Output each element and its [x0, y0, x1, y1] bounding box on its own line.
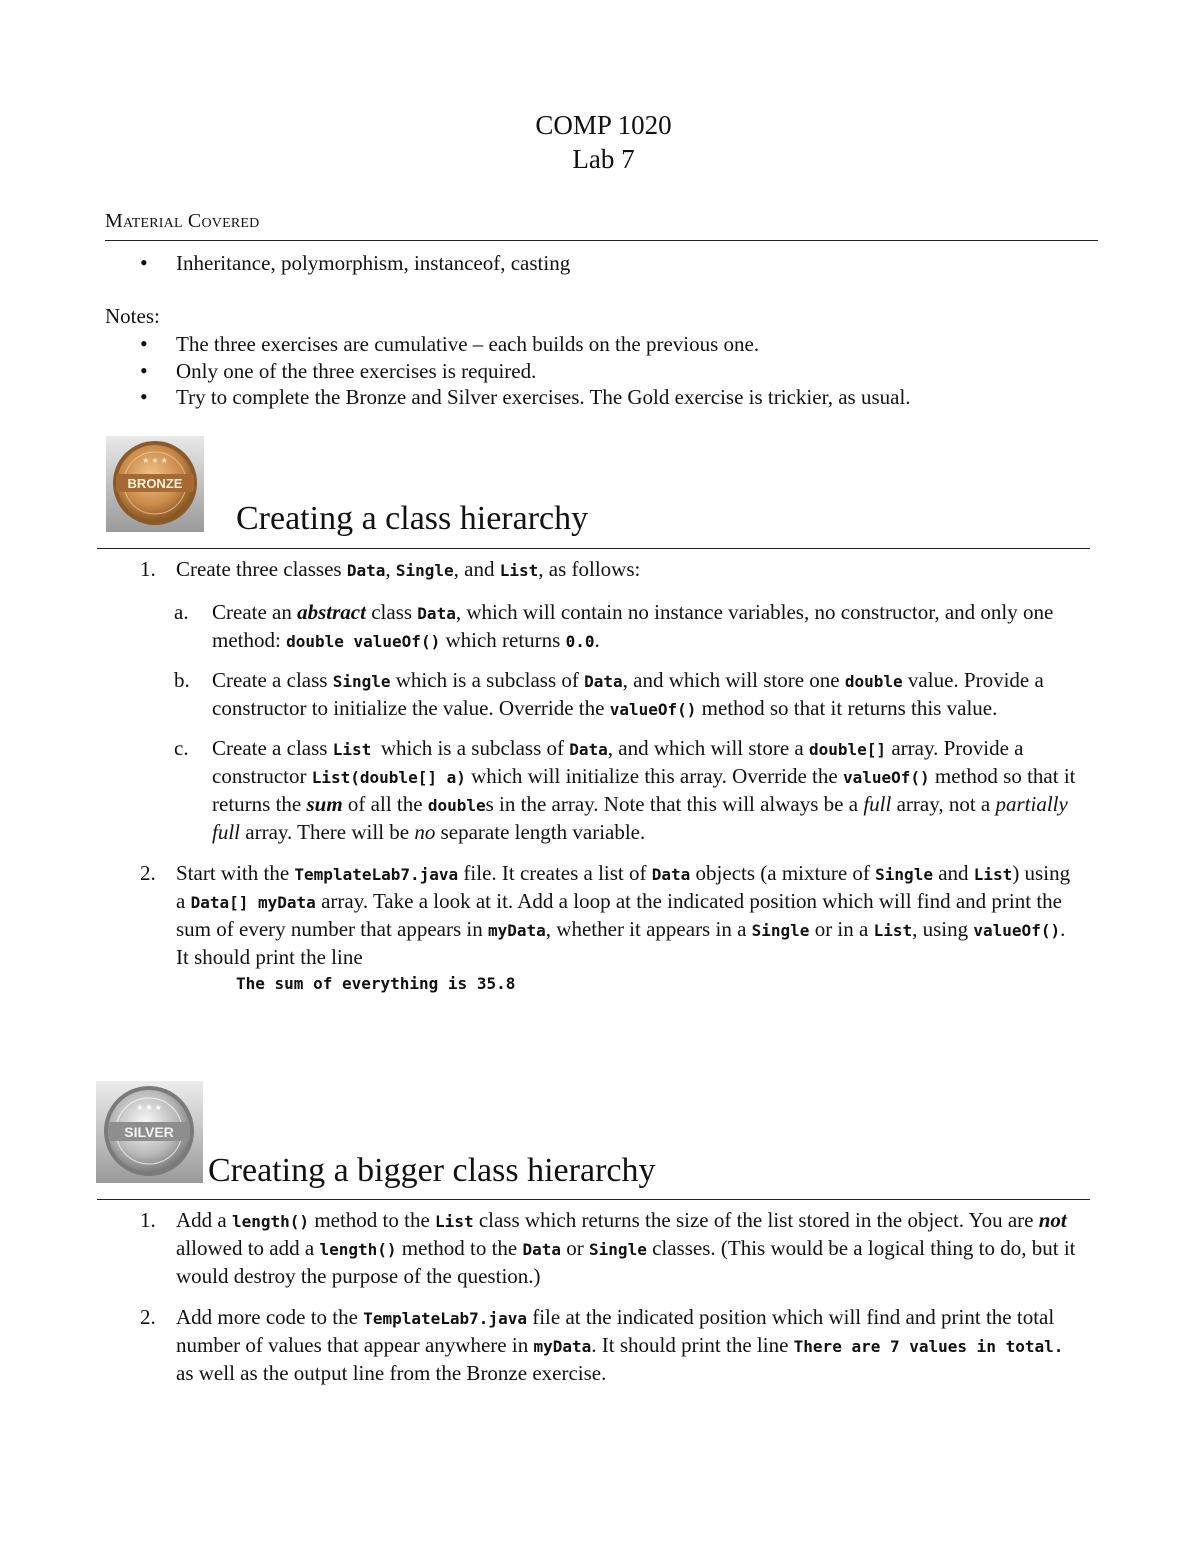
material-list	[140, 250, 570, 277]
notes-list	[140, 331, 911, 411]
material-item: • Inheritance, polymorphism, instanceof, casting	[140, 250, 570, 277]
notes-label: Notes:	[105, 304, 160, 328]
bronze-step-1c: c. Create a class List which is a subclass of Data, and which will store a double[] array. Provide a constructor List(double[] a) which will initialize this array. Override the valueOf() method so that it returns the sum of all the doubles in the array. Note that this will always be a full array, not a partially full array. There will be no separate length variable.	[174, 736, 1076, 844]
course-title: COMP 1020	[535, 110, 672, 140]
svg-text:★ ★ ★: ★ ★ ★	[136, 1103, 162, 1112]
svg-text:SILVER: SILVER	[124, 1124, 174, 1140]
bronze-step-1a: a. Create an abstract class Data, which will contain no instance variables, no constructor, and only one method: double valueOf() which returns 0.0.	[174, 600, 1054, 652]
bronze-instructions	[140, 556, 1080, 1011]
silver-divider	[97, 1199, 1090, 1200]
silver-step-1: 1. Add a length() method to the List class which returns the size of the list stored in the object. You are not allowed to add a length() method to the Data or Single classes. (This would be a logical thing to do, but it would destroy the purpose of the question.)	[140, 1208, 1076, 1288]
svg-text:BRONZE: BRONZE	[127, 476, 183, 491]
silver-instructions	[140, 1207, 1080, 1401]
note-item: • The three exercises are cumulative – each builds on the previous one.	[140, 331, 911, 358]
material-divider	[105, 240, 1098, 241]
bronze-heading: Creating a class hierarchy	[236, 500, 589, 537]
note-item: • Try to complete the Bronze and Silver exercises. The Gold exercise is trickier, as usual.	[140, 384, 911, 411]
note-item: • Only one of the three exercises is required.	[140, 358, 911, 385]
bronze-divider	[97, 548, 1090, 549]
material-covered-heading: Material Covered	[105, 210, 260, 232]
bronze-step-1b: b. Create a class Single which is a subclass of Data, and which will store one double value. Provide a constructor to initialize the value. Override the valueOf() method so that it returns this value.	[174, 668, 1044, 720]
silver-medal-icon	[96, 1081, 203, 1183]
expected-output: The sum of everything is 35.8	[236, 974, 516, 993]
silver-step-2: 2. Add more code to the TemplateLab7.java file at the indicated position which will find and print the total number of values that appear anywhere in myData. It should print the line There are 7 values in total. as well as the output line from the Bronze exercise.	[140, 1305, 1064, 1385]
lab-title: Lab 7	[572, 144, 635, 174]
bronze-step-1: 1. Create three classes Data, Single, and List, as follows: a. Create an abstract class Data, which will contain no instance variables, no constructor, and only one method: double valueOf() which returns 0.0. b. Create a class Single which is a subclass of Data, and which will store one double value. Provide a constructor to initialize the value. Override the valueOf() method so that it returns this value. c. Create a class List which is a subclass of Data, and which will store a double[] array. Provide a constructor List(double[] a) which will initialize this array. Override the valueOf() method so that it returns the sum of all the doubles in the array. Note that this will always be a full array, not a partially full array. There will be no separate length variable.	[140, 556, 1080, 846]
bronze-step-2: 2. Start with the TemplateLab7.java file. It creates a list of Data objects (a mixture of Single and List) using a Data[] myData array. Take a look at it. Add a loop at the indicated position which will find and print the sum of every number that appears in myData, whether it appears in a Single or in a List, using valueOf(). It should print the line The sum of everything is 35.8	[140, 860, 1080, 997]
silver-heading: Creating a bigger class hierarchy	[208, 1152, 656, 1189]
bronze-medal-icon	[106, 436, 204, 532]
svg-text:★ ★ ★: ★ ★ ★	[142, 456, 168, 465]
